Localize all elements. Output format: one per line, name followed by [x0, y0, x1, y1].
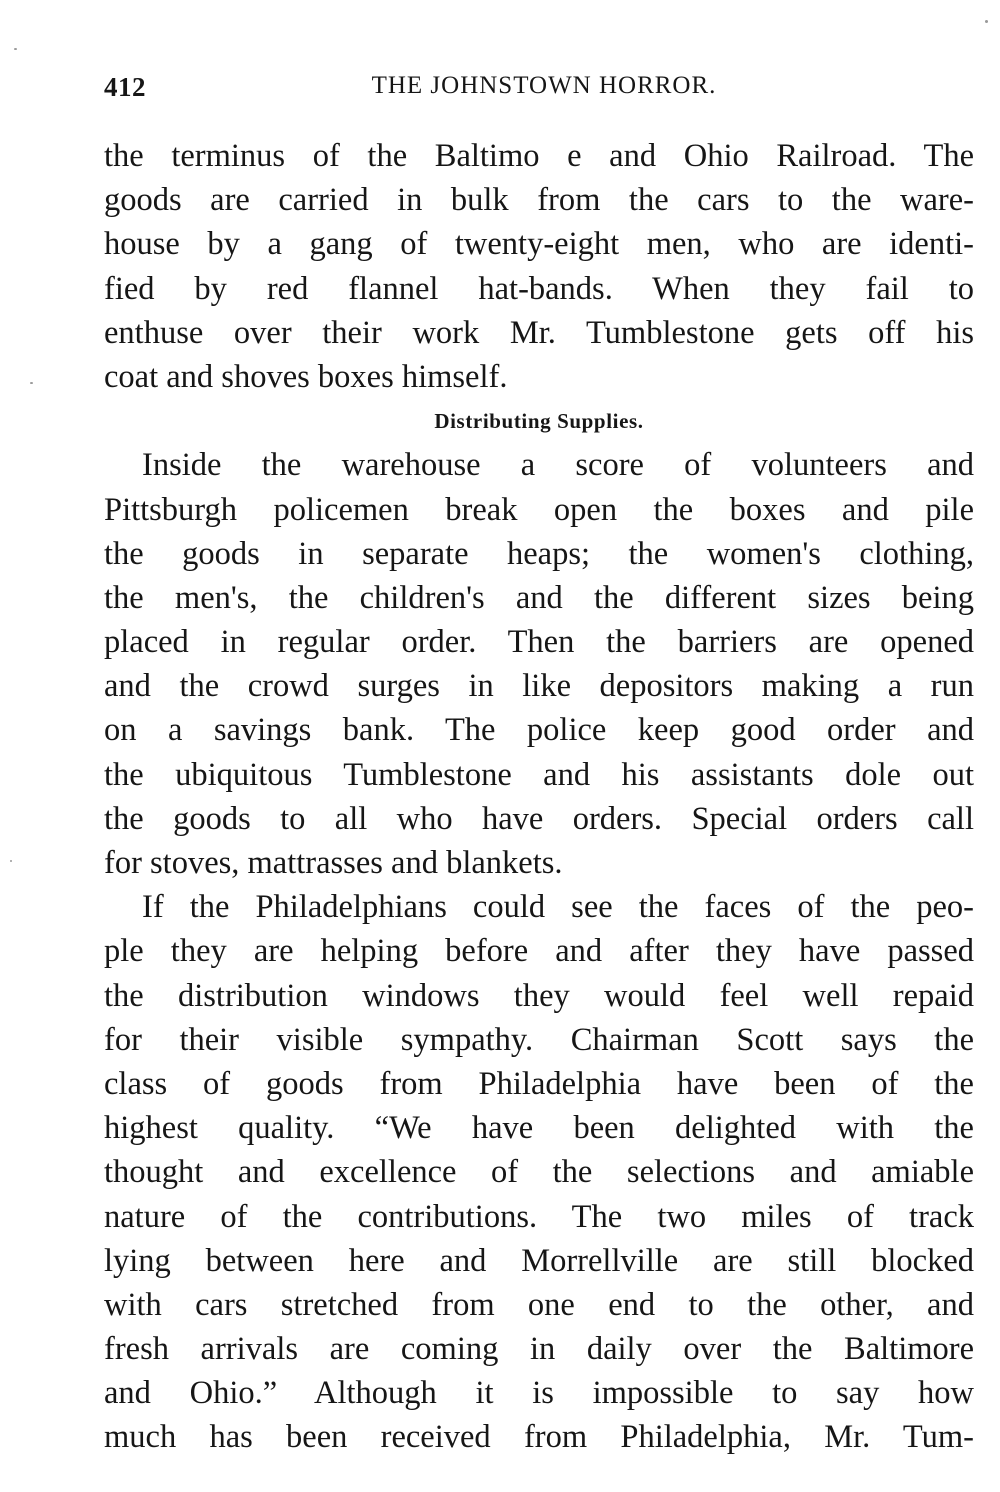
text-line: ple they are helping before and after they have passed: [104, 933, 974, 970]
paragraph-1: [104, 134, 974, 399]
text-line: much has been received from Philadelphia, Mr. Tum-: [104, 1419, 974, 1456]
text-line: thought and excellence of the selections and amiable: [104, 1154, 974, 1191]
scan-speck: [985, 20, 988, 23]
text-line: fied by red flannel hat-bands. When they fail to: [104, 270, 974, 307]
text-line: the goods to all who have orders. Special orders call: [104, 800, 974, 837]
text-line: the distribution windows they would feel well repaid: [104, 977, 974, 1014]
text-line: coat and shoves boxes himself.: [104, 358, 508, 395]
text-line: the goods in separate heaps; the women's clothing,: [104, 535, 974, 572]
text-line: goods are carried in bulk from the cars to the ware-: [104, 182, 974, 219]
scan-speck: [30, 382, 33, 384]
paragraph-2: [104, 443, 974, 885]
text-line: the terminus of the Baltimo e and Ohio Railroad. The: [104, 138, 974, 174]
text-line: and the crowd surges in like depositors making a run: [104, 668, 974, 705]
text-line: on a savings bank. The police keep good order and: [104, 712, 974, 749]
text-line: the men's, the children's and the different sizes being: [104, 579, 974, 616]
page-number: 412: [104, 72, 146, 102]
text-line: with cars stretched from one end to the other, and: [104, 1286, 974, 1323]
text-line: and Ohio.” Although it is impossible to say how: [104, 1375, 974, 1412]
text-line: highest quality. “We have been delighted with the: [104, 1110, 974, 1147]
paragraph-3: [104, 885, 974, 1459]
text-line: If the Philadelphians could see the faces of the peo-: [142, 889, 974, 926]
text-line: for their visible sympathy. Chairman Scott says the: [104, 1021, 974, 1058]
text-line: Inside the warehouse a score of volunteers and: [142, 447, 974, 484]
text-line: fresh arrivals are coming in daily over the Baltimore: [104, 1331, 974, 1368]
text-line: nature of the contributions. The two miles of track: [104, 1198, 974, 1235]
section-heading: Distributing Supplies.: [434, 409, 644, 434]
text-line: lying between here and Morrellville are still blocked: [104, 1242, 974, 1279]
text-line: Pittsburgh policemen break open the boxes and pile: [104, 491, 974, 528]
text-line: for stoves, mattrasses and blankets.: [104, 845, 563, 881]
scan-speck: [10, 860, 12, 862]
text-line: class of goods from Philadelphia have been of the: [104, 1065, 974, 1102]
text-line: placed in regular order. Then the barriers are opened: [104, 624, 974, 661]
text-line: the ubiquitous Tumblestone and his assistants dole out: [104, 756, 974, 793]
text-line: enthuse over their work Mr. Tumblestone gets off his: [104, 314, 974, 351]
text-line: house by a gang of twenty-eight men, who are identi-: [104, 226, 974, 263]
running-head: [104, 62, 974, 102]
body-text: [104, 134, 974, 1460]
running-title: THE JOHNSTOWN HORROR.: [371, 72, 717, 99]
scan-speck: [14, 48, 17, 50]
